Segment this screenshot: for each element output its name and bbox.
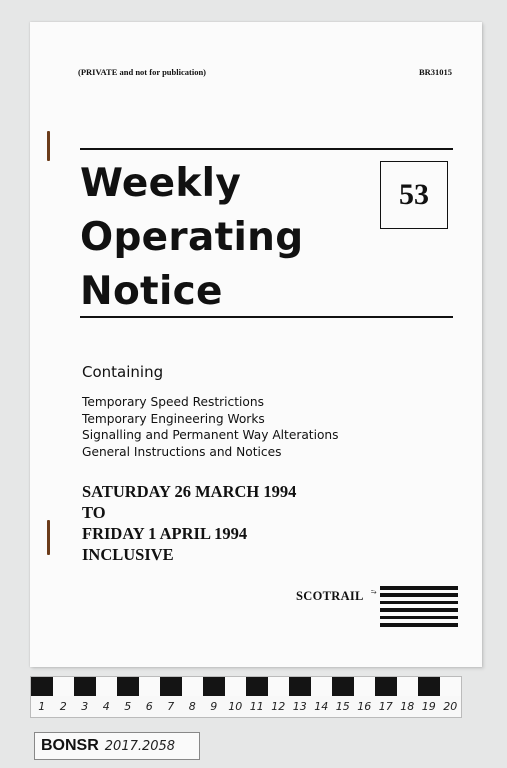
scale-number: 9 [210,700,218,713]
scale-number: 5 [124,700,132,713]
validity-period [82,481,296,565]
scale-numbers [31,700,461,716]
scotrail-logo [296,582,466,632]
logo-text: SCOTRAIL [296,589,364,603]
scale-number: 15 [335,700,350,713]
staple-top [47,131,50,161]
scale-number: 4 [102,700,110,713]
scale-number: 1 [38,700,46,713]
scale-number: 7 [167,700,175,713]
measurement-scale [30,676,462,718]
containing-heading: Containing [82,363,164,381]
period-line: FRIDAY 1 APRIL 1994 [82,524,248,543]
issue-number-box [380,161,448,229]
document-title [80,157,303,319]
scale-number: 13 [292,700,307,713]
top-rule [80,148,453,150]
title-line: Weekly [80,161,242,206]
scale-checker-bar [31,677,461,696]
catalogue-label [34,732,200,760]
title-line: Notice [80,269,223,314]
bottom-rule [80,316,453,318]
scale-number: 18 [400,700,415,713]
contents-item: Signalling and Permanent Way Alterations [82,428,339,442]
contents-item: General Instructions and Notices [82,444,282,459]
scale-number: 20 [443,700,458,713]
title-line: Operating [80,215,304,260]
scale-number: 14 [314,700,329,713]
period-line: SATURDAY 26 MARCH 1994 [82,482,297,501]
contents-item: Temporary Engineering Works [82,411,265,426]
scale-number: 2 [59,700,67,713]
scale-number: 10 [228,700,243,713]
issue-number: 53 [399,178,429,211]
scale-number: 11 [249,700,264,713]
scale-number: 16 [357,700,372,713]
scale-number: 17 [378,700,393,713]
scale-number: 19 [421,700,436,713]
period-line: INCLUSIVE [82,545,174,564]
staple-bottom [47,520,50,555]
reference-code: BR31015 [418,67,452,77]
scale-number: 6 [145,700,153,713]
catalogue-code: BONSR [41,737,99,754]
logo-stripes [380,586,458,630]
privacy-notice: (PRIVATE and not for publication) [78,67,206,77]
contents-item: Temporary Speed Restrictions [82,395,264,409]
catalogue-number: 2017.2058 [104,738,176,754]
scale-number: 12 [271,700,286,713]
contents-list [82,394,339,460]
scale-number: 3 [81,700,89,713]
british-rail-arrows-icon: ⥲ [371,588,377,596]
scale-number: 8 [188,700,196,713]
period-line: TO [82,503,106,522]
document-page [30,22,482,667]
